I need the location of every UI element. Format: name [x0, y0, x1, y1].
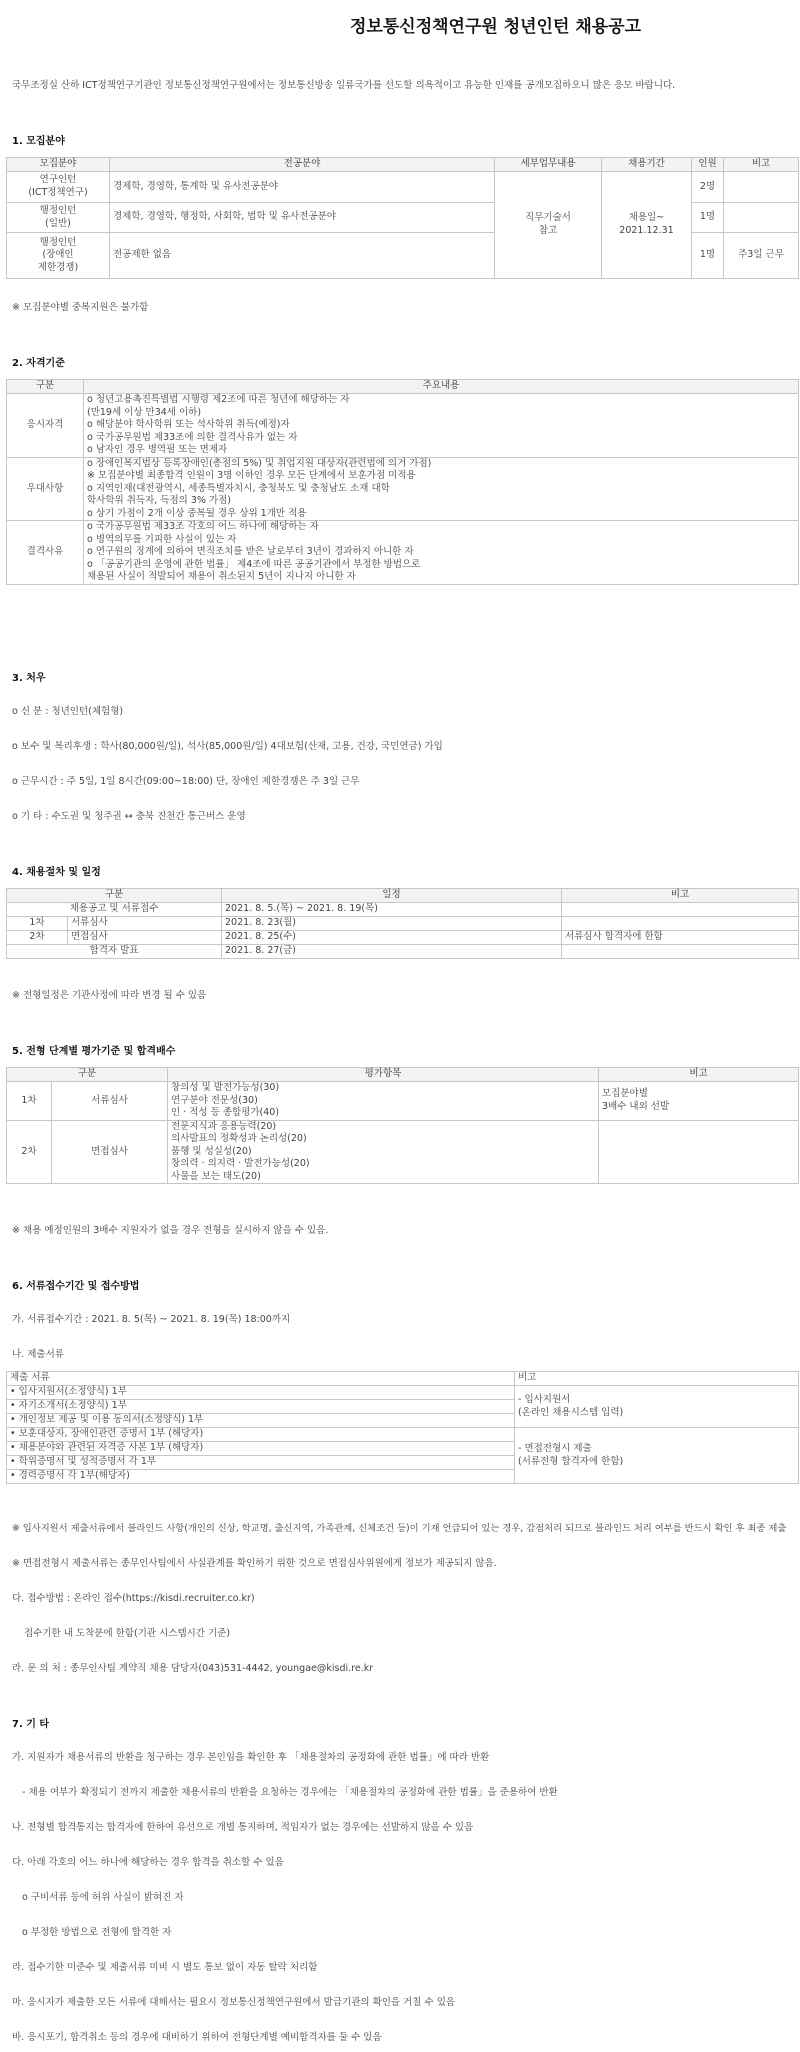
interview-note: ※ 면접전형시 제출서류는 종무인사팀에서 사실관계를 확인하기 위한 것으로 면접심사위원에게 정보가 제공되지 않음. [12, 1558, 497, 1569]
major-cell: 경제학, 경영학, 통계학 및 유사전공분야 [110, 172, 495, 203]
period-cell: 채용일~ 2021.12.31 [602, 172, 692, 279]
field-cell: 행정인턴 (장애인 제한경쟁) [7, 233, 110, 279]
misc-item: 마. 응시자가 제출한 모든 서류에 대해서는 필요시 정보통신정책연구원에서 발급기관의 확인을 거칠 수 있음 [12, 1997, 456, 2008]
col-header-criteria: 평가항목 [168, 1068, 599, 1082]
document-item: • 학위증명서 및 성적증명서 각 1부 [7, 1456, 515, 1470]
col-header-note: 비고 [515, 1372, 799, 1386]
qualification-table [6, 379, 799, 585]
evaluation-table [6, 1067, 799, 1184]
table-row [7, 521, 799, 585]
content-line: ※ 모집분야별 최종합격 인원이 3명 이하인 경우 모든 단계에서 보훈가점 미적용 [87, 470, 416, 482]
note-cell [724, 203, 799, 233]
table-row [7, 1120, 799, 1184]
field-cell: 행정인턴 (일반) [7, 203, 110, 233]
benefit-item: o 기 타 : 수도권 및 청주권 ↔ 충북 진천간 통근버스 운영 [12, 811, 246, 822]
schedule-table [6, 888, 799, 959]
application-method: 다. 접수방법 : 온라인 접수(https://kisdi.recruiter.co.kr) [12, 1593, 255, 1604]
stage-label: 면접심사 [68, 931, 222, 945]
table-row [7, 1386, 799, 1400]
section-5-footnote: ※ 채용 예정인원의 3배수 지원자가 없을 경우 전형을 실시하지 않을 수 있음. [12, 1225, 329, 1236]
row-label: 응시자격 [7, 394, 84, 458]
stage-date: 2021. 8. 25(수) [222, 931, 562, 945]
content-line: o 국가공무원법 제33조에 의한 결격사유가 없는 자 [87, 431, 298, 443]
table-row [7, 917, 799, 931]
criteria-item: 사물을 보는 태도(20) [171, 1170, 261, 1182]
col-header-date: 일정 [222, 889, 562, 903]
criteria-item: 창의성 및 발전가능성(30) [171, 1082, 280, 1093]
table-row [7, 172, 799, 203]
col-header-count: 인원 [692, 158, 724, 172]
col-header-note: 비고 [562, 889, 799, 903]
content-line: o 청년고용촉진특별법 시행령 제2조에 따른 청년에 해당하는 자 [87, 394, 350, 405]
stage-label: 채용공고 및 서류접수 [7, 903, 222, 917]
col-header-note: 비고 [724, 158, 799, 172]
content-line: o 병역의무를 기피한 사실이 있는 자 [87, 533, 237, 545]
criteria-item: 연구분야 전문성(30) [171, 1094, 258, 1106]
criteria-item: 품행 및 성실성(20) [171, 1145, 252, 1157]
stage-number: 1차 [7, 1082, 52, 1121]
stage-note: 모집분야별 3배수 내외 선발 [599, 1082, 799, 1121]
content-line: o 연구원의 징계에 의하여 면직조치를 받은 날로부터 3년이 경과하지 아니한 자 [87, 546, 414, 558]
document-item: • 입사지원서(소정양식) 1부 [7, 1386, 515, 1400]
benefit-item: o 근무시간 : 주 5일, 1일 8시간(09:00~18:00) 단, 장애인 제한경쟁은 주 3일 근무 [12, 776, 360, 787]
table-row [7, 903, 799, 917]
col-header-documents: 제출 서류 [7, 1372, 515, 1386]
section-2-heading: 2. 자격기준 [12, 358, 65, 369]
document-item: • 개인정보 제공 및 이용 동의서(소정양식) 1부 [7, 1414, 515, 1428]
table-row [7, 457, 799, 521]
section-1-heading: 1. 모집분야 [12, 136, 65, 147]
col-header-category: 구분 [7, 380, 84, 394]
row-label: 결격사유 [7, 521, 84, 585]
misc-item: - 채용 여부가 확정되기 전까지 제출한 채용서류의 반환을 요청하는 경우에는 「채용절차의 공정화에 관한 법률」을 준용하여 반환 [22, 1787, 558, 1798]
content-line: o 장애인복지법상 등록장애인(총점의 5%) 및 취업지원 대상자(관련법에 의거 가점) [87, 457, 432, 469]
intro-text: 국무조정실 산하 ICT정책연구기관인 정보통신정책연구원에서는 정보통신방송 일류국가를 선도할 의욕적이고 유능한 인재를 공개모집하오니 많은 응모 바랍니다. [12, 80, 676, 91]
content-line: o 지역인재(대전광역시, 세종특별자치시, 충청북도 및 충청남도 소재 대학 [87, 482, 390, 494]
col-header-category: 구분 [7, 889, 222, 903]
content-line: (만19세 이상 만34세 이하) [87, 406, 202, 418]
documents-table [6, 1371, 799, 1484]
stage-note [599, 1120, 799, 1184]
stage-number: 2차 [7, 1120, 52, 1184]
recruit-field-table [6, 157, 799, 279]
section-4-footnote: ※ 전형일정은 기관사정에 따라 변경 될 수 있음 [12, 990, 207, 1001]
stage-note [562, 917, 799, 931]
col-header-period: 채용기간 [602, 158, 692, 172]
criteria-item: 인 · 적성 등 종합평가(40) [171, 1107, 280, 1119]
section-6-heading: 6. 서류접수기간 및 접수방법 [12, 1281, 140, 1292]
content-line: o 「공공기관의 운영에 관한 법률」 제4조에 따른 공공기관에서 부정한 방법으로 [87, 558, 421, 570]
stage-label: 면접심사 [52, 1120, 168, 1184]
document-note: - 면접전형시 제출 (서류전형 합격자에 한함) [515, 1428, 799, 1484]
stage-label: 서류심사 [52, 1082, 168, 1121]
application-period: 가. 서류접수기간 : 2021. 8. 5(목) ~ 2021. 8. 19(목) 18:00까지 [12, 1314, 291, 1325]
misc-item: 라. 접수기한 미준수 및 제출서류 미비 시 별도 통보 없이 자동 탈락 처리함 [12, 1962, 318, 1973]
note-cell [724, 172, 799, 203]
count-cell: 2명 [692, 172, 724, 203]
misc-item: 가. 지원자가 채용서류의 반환을 청구하는 경우 본인임을 확인한 후 「채용절차의 공정화에 관한 법률」에 따라 반환 [12, 1752, 490, 1763]
document-item: • 경력증명서 각 1부(해당자) [7, 1470, 515, 1484]
misc-item: 다. 아래 각호의 어느 하나에 해당하는 경우 합격을 취소할 수 있음 [12, 1857, 284, 1868]
stage-label: 서류심사 [68, 917, 222, 931]
document-item: • 자기소개서(소정양식) 1부 [7, 1400, 515, 1414]
table-row [7, 945, 799, 959]
count-cell: 1명 [692, 203, 724, 233]
col-header-category: 구분 [7, 1068, 168, 1082]
stage-number: 1차 [7, 917, 68, 931]
blind-note: ※ 입사지원서 제출서류에서 블라인드 사항(개인의 신상, 학교명, 출신지역, 가족관계, 신체조건 등)이 기재 언급되어 있는 경우, 감점처리 되므로 블라인드 처리 여부를 반드시 확인 후 최종 제출 [12, 1523, 787, 1534]
col-header-note: 비고 [599, 1068, 799, 1082]
content-line: o 국가공무원법 제33조 각호의 어느 하나에 해당하는 자 [87, 521, 319, 533]
content-line: o 해당분야 학사학위 또는 석사학위 취득(예정)자 [87, 419, 290, 431]
section-3-heading: 3. 처우 [12, 673, 46, 684]
section-5-heading: 5. 전형 단계별 평가기준 및 합격배수 [12, 1046, 176, 1057]
content-line: o 상기 가점이 2개 이상 중복될 경우 상위 1개만 적용 [87, 507, 307, 519]
stage-date: 2021. 8. 27(금) [222, 945, 562, 959]
benefit-item: o 보수 및 복리후생 : 학사(80,000원/일), 석사(85,000원/일) 4대보험(산재, 고용, 건강, 국민연금) 가입 [12, 741, 443, 752]
criteria-item: 전문지식과 응용능력(20) [171, 1120, 277, 1132]
table-row [7, 1428, 799, 1442]
section-7-heading: 7. 기 타 [12, 1719, 50, 1730]
stage-date: 2021. 8. 23(월) [222, 917, 562, 931]
document-item: • 채용분야와 관련된 자격증 사본 1부 (해당자) [7, 1442, 515, 1456]
content-line: 학사학위 취득자, 득점의 3% 가점) [87, 495, 232, 507]
section-1-footnote: ※ 모집분야별 중복지원은 불가함 [12, 302, 149, 313]
stage-note: 서류심사 합격자에 한함 [562, 931, 799, 945]
stage-date: 2021. 8. 5.(목) ~ 2021. 8. 19(목) [222, 903, 562, 917]
col-header-duty: 세부업무내용 [495, 158, 602, 172]
misc-item: 나. 전형별 합격통지는 합격자에 한하여 유선으로 개별 통지하며, 적임자가 없는 경우에는 선발하지 않을 수 있음 [12, 1822, 474, 1833]
major-cell: 경제학, 경영학, 행정학, 사회학, 법학 및 유사전공분야 [110, 203, 495, 233]
section-4-heading: 4. 채용절차 및 일정 [12, 867, 101, 878]
misc-item: 바. 응시포기, 합격취소 등의 경우에 대비하기 위하여 전형단계별 예비합격자를 둘 수 있음 [12, 2032, 382, 2043]
criteria-item: 창의력 · 의지력 · 발전가능성(20) [171, 1158, 310, 1170]
stage-label: 합격자 발표 [7, 945, 222, 959]
content-line: 채용된 사실이 적발되어 채용이 취소된지 5년이 지나지 아니한 자 [87, 571, 356, 583]
table-row [7, 1082, 799, 1121]
row-label: 우대사항 [7, 457, 84, 521]
stage-note [562, 945, 799, 959]
stage-note [562, 903, 799, 917]
content-line: o 남자인 경우 병역필 또는 면제자 [87, 444, 228, 456]
misc-item: o 구비서류 등에 허위 사실이 밝혀진 자 [22, 1892, 184, 1903]
note-cell: 주3일 근무 [724, 233, 799, 279]
duty-cell: 직무기술서 참고 [495, 172, 602, 279]
major-cell: 전공제한 없음 [110, 233, 495, 279]
page-title: 정보통신정책연구원 청년인턴 채용공고 [350, 17, 642, 37]
col-header-field: 모집분야 [7, 158, 110, 172]
benefit-item: o 신 분 : 청년인턴(체험형) [12, 706, 124, 717]
col-header-major: 전공분야 [110, 158, 495, 172]
misc-item: o 부정한 방법으로 전형에 합격한 자 [22, 1927, 172, 1938]
count-cell: 1명 [692, 233, 724, 279]
document-note: - 입사지원서 (온라인 채용시스템 입력) [515, 1386, 799, 1428]
documents-label: 나. 제출서류 [12, 1349, 64, 1360]
table-row [7, 931, 799, 945]
stage-number: 2차 [7, 931, 68, 945]
contact-info: 라. 문 의 처 : 종무인사팀 계약직 채용 담당자(043)531-4442, youngae@kisdi.re.kr [12, 1663, 374, 1674]
field-cell: 연구인턴 (ICT정책연구) [7, 172, 110, 203]
col-header-content: 주요내용 [84, 380, 799, 394]
table-row [7, 394, 799, 458]
criteria-item: 의사발표의 정확성과 논리성(20) [171, 1133, 307, 1145]
application-method-sub: 접수기한 내 도착분에 한함(기관 시스템시간 기준) [24, 1628, 231, 1639]
document-item: • 보훈대상자, 장애인관련 증명서 1부 (해당자) [7, 1428, 515, 1442]
